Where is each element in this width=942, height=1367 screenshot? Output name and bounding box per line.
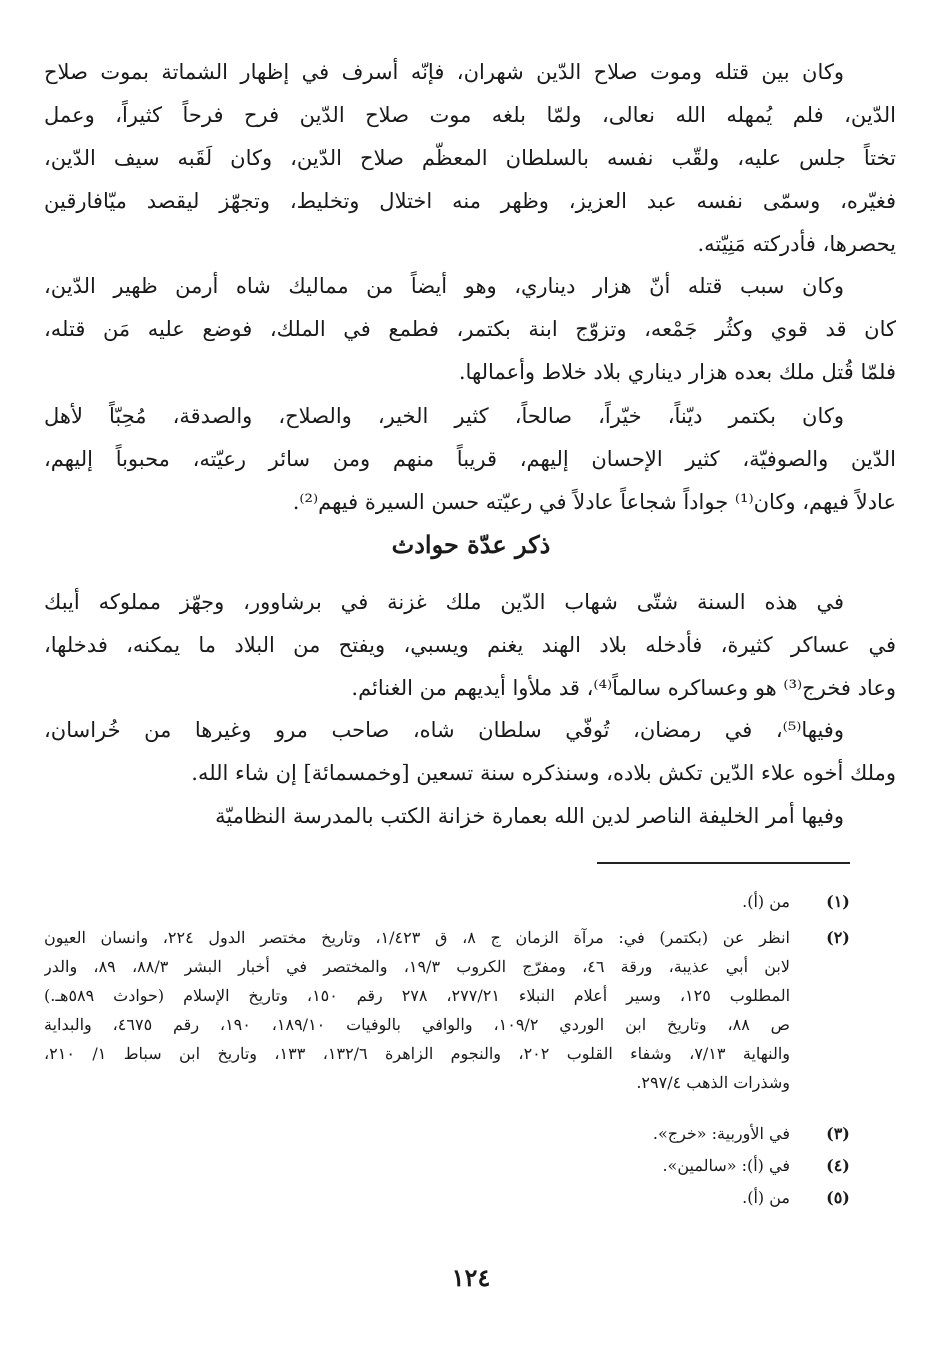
footnote-text: المطلوب ١٢٥، وسير أعلام النبلاء ٢٧٧/٢١، ٢٧٨ رقم ١٥٠، وتاريخ الإسلام (حوادث ٥٨٩هـ.) (44, 986, 790, 1005)
footnote-text: من (أ). (742, 892, 790, 911)
paragraph-line: في هذه السنة شتّى شهاب الدّين ملك غزنة في برشاوور، وجهّز مملوكه أيبك (44, 590, 844, 614)
footnote-text: من (أ). (742, 1188, 790, 1207)
paragraph-line: تختاً جلس عليه، ولقّب نفسه بالسلطان المعظّم صلاح الدّين، وكان لَقَبه سيف الدّين، (44, 146, 896, 170)
footnote-number: (٤) (826, 1156, 850, 1175)
paragraph-line: يحصرها، فأدركته مَنِيّته. (697, 232, 896, 256)
paragraph-line: وفيها أمر الخليفة الناصر لدين الله بعمارة خزانة الكتب بالمدرسة النظاميّة (215, 804, 844, 828)
paragraph-line: وكان بين قتله وموت صلاح الدّين شهران، فإنّه أسرف في إظهار الشماتة بموت صلاح (44, 60, 844, 84)
footnote-text: وشذرات الذهب ٢٩٧/٤. (636, 1073, 790, 1092)
footnote-text: في (أ): «سالمين». (662, 1156, 790, 1175)
paragraph-line: عادلاً فيهم، وكان⁽¹⁾ جواداً شجاعاً عادلاً في رعيّته حسن السيرة فيهم⁽²⁾. (292, 490, 896, 514)
paragraph-line: وكان سبب قتله أنّ هزار ديناري، وهو أيضاً من مماليك شاه أرمن ظهير الدّين، (44, 274, 844, 298)
footnote-number: (١) (826, 892, 850, 911)
footnote-text: ص ٨٨، وتاريخ ابن الوردي ١٠٩/٢، والوافي بالوفيات ١٨٩/١٠، ١٩٠، رقم ٤٦٧٥، والبداية (44, 1015, 790, 1034)
section-heading: ذكر عدّة حوادث (391, 530, 551, 559)
paragraph-line: الدّين، فلم يُمهله الله نعالى، ولمّا بلغه موت صلاح الدّين فرح فرحاً كثيراً، وعمل (44, 103, 896, 127)
paragraph-line: وفيها⁽⁵⁾، في رمضان، تُوفّي سلطان شاه، صاحب مرو وغيرها من خُراسان، (44, 718, 844, 742)
footnote-text: انظر عن (بكتمر) في: مرآة الزمان ج ٨، ق ١/٤٢٣، وتاريخ مختصر الدول ٢٢٤، وانسان العيون (44, 928, 790, 947)
footnote-text: لابن أبي عذيبة، ورقة ٤٦، ومفرّج الكروب ١٩/٣، والمختصر في أخبار البشر ٨٨/٣، ٨٩، والدر (44, 957, 790, 976)
paragraph-line: فغيّره، وسمّى نفسه عبد العزيز، وظهر منه اختلال وتخليط، وتجهّز ليقصد ميّافارقين (44, 189, 896, 213)
footnote-number: (٥) (826, 1188, 850, 1207)
paragraph-line: وعاد فخرج⁽³⁾ هو وعساكره سالماً⁽⁴⁾، قد ملأوا أيديهم من الغنائم. (351, 676, 896, 700)
paragraph-line: فلمّا قُتل ملك بعده هزار ديناري بلاد خلاط وأعمالها. (458, 360, 896, 384)
footnote-text: والنهاية ٧/١٣، وشفاء القلوب ٢٠٢، والنجوم الزاهرة ١٣٢/٦، ١٣٣، وتاريخ ابن سباط ١/ ٢١٠، (44, 1044, 790, 1063)
paragraph-line: الدّين والصوفيّة، كثير الإحسان إليهم، قريباً منهم ومن سائر رعيّته، محبوباً إليهم، (44, 447, 896, 471)
paragraph-line: كان قد قوي وكثُر جَمْعه، وتزوّج ابنة بكتمر، فطمع في الملك، فوضع عليه مَن قتله، (44, 317, 896, 341)
page-number: ١٢٤ (451, 1263, 491, 1292)
footnote-separator (597, 862, 850, 864)
footnote-number: (٣) (826, 1124, 850, 1143)
paragraph-line: وكان بكتمر ديّناً، خيّراً، صالحاً، كثير الخير، والصلاح، والصدقة، مُحِبّاً لأهل (44, 404, 844, 428)
paragraph-line: في عساكر كثيرة، فأدخله بلاد الهند يغنم ويسبي، ويفتح من البلاد ما يمكنه، فدخلها، (44, 633, 896, 657)
footnote-text: في الأوربية: «خرج». (652, 1124, 790, 1143)
footnote-number: (٢) (826, 928, 850, 947)
paragraph-line: وملك أخوه علاء الدّين تكش بلاده، وسنذكره سنة تسعين [وخمسمائة] إن شاء الله. (191, 761, 896, 785)
